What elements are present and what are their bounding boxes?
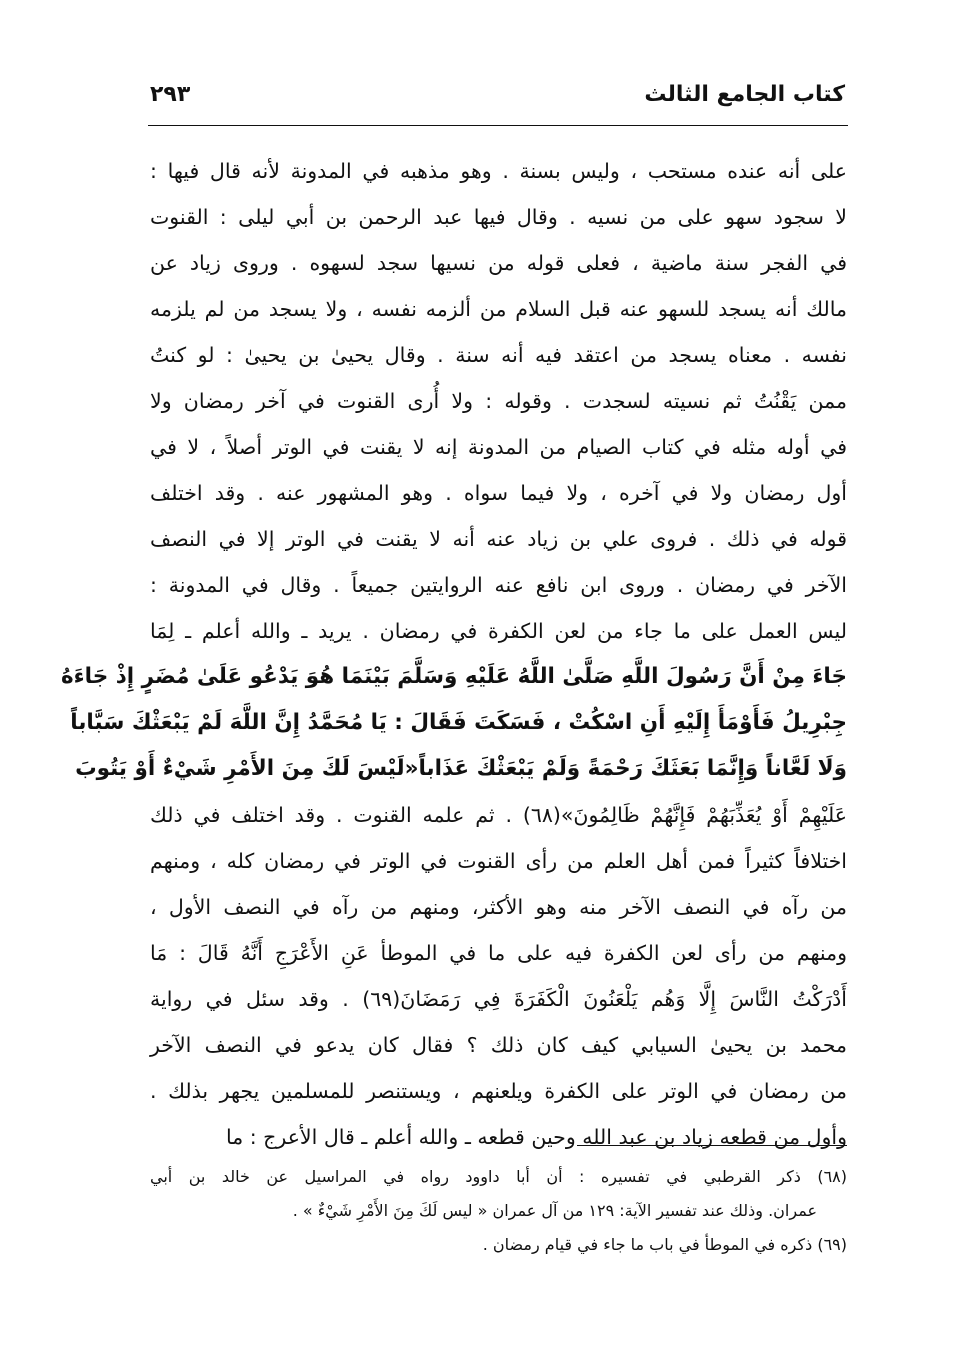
- text-line: عَلَيْهِمْ أَوْ يُعَذِّبَهُمْ فَإِنَّهُمْ ظَالِمُونَ»(٦٨) . ثم علمه القنوت . وقد اختلف في ذلك: [150, 803, 847, 827]
- text-line: نفسه . معناه يسجد من اعتقد فيه أنه سنة . وقال يحيىٰ بن يحيىٰ : لو كنتُ: [150, 343, 847, 367]
- text-line: لا سجود سهو على من نسيه . وقال فيها عبد الرحمن بن أبي ليلى : القنوت: [150, 205, 847, 229]
- text-line: مالك أنه يسجد للسهو عنه قبل السلام من ألزمه نفسه ، ولا يسجد من لم يلزمه: [150, 297, 847, 321]
- running-title: كتاب الجامع الثالث: [644, 82, 845, 107]
- text-line: أول رمضان ولا في آخره ، ولا فيما سواه . وهو المشهور عنه . وقد اختلف: [150, 481, 847, 505]
- hadith-line: جِبْرِيلُ فَأَوْمَأَ إِلَيْهِ أَنِ اسْكُتْ ، فَسَكَتَ فَقَالَ : يَا مُحَمَّدُ إِنَّ اللَّهَ لَمْ يَبْعَثْكَ سَبَّاباً: [70, 710, 847, 735]
- hadith-line: وَلَا لَعَّاناً وَإِنَّمَا بَعَثَكَ رَحْمَةً وَلَمْ يَبْعَثْكَ عَذَاباً«لَيْسَ لَكَ مِنَ الأَمْرِ شَيْءٌ أَوْ يَتُوبَ: [75, 756, 847, 781]
- text-line: من رآه في النصف الآخر منه وهو الأكثر، ومنهم من رآه في النصف الأول ،: [150, 895, 847, 919]
- footnote-68-continued: عمران. وذلك عند تفسير الآية: ١٢٩ من آل عمران « ليس لَكَ مِنَ الأَمْرِ شَيْءٌ » .: [292, 1201, 817, 1220]
- page-number: ٢٩٣: [150, 82, 191, 107]
- text-line: على أنه عنده مستحب ، وليس بسنة . وهو مذهبه في المدونة لأنه قال فيها :: [150, 159, 847, 183]
- text-line: وأول من قطعه زياد بن عبد الله وحين قطعه ـ والله أعلم ـ قال الأعرج : ما: [225, 1125, 847, 1149]
- text-line: محمد بن يحيىٰ السيابي كيف كان ذلك ؟ فقال كان يدعو في النصف الآخر: [150, 1033, 847, 1057]
- footnote-69: (٦٩) ذكره في الموطأ في باب ما جاء في قيام رمضان .: [482, 1235, 847, 1254]
- text-line: اختلافاً كثيراً فمن أهل العلم من رأى القنوت في الوتر في رمضان كله ، ومنهم: [150, 849, 847, 873]
- header-divider: [148, 125, 848, 126]
- main-text: [60, 148, 847, 1160]
- text-line: الآخر في رمضان . وروى ابن نافع عنه الروايتين جميعاً . وقال في المدونة :: [150, 573, 847, 597]
- text-line: في أوله مثله في كتاب الصيام من المدونة إنه لا يقنت في الوتر أصلاً ، لا في: [150, 435, 847, 459]
- text-line: في الفجر سنة ماضية ، فعلى قوله من نسيها سجد لسهوه . وروى زياد عن: [150, 251, 847, 275]
- hadith-line: جَاءَ مِنْ أَنَّ رَسُولَ اللَّهِ صَلَّىٰ اللَّهُ عَلَيْهِ وَسَلَّمَ بَيْنَمَا هُوَ يَدْعُو عَلَىٰ مُضَرٍ إِذْ جَاءَهُ: [60, 664, 847, 689]
- text-line: قوله في ذلك . فروى علي بن زياد عنه أنه لا يقنت في الوتر إلا في النصف: [150, 527, 847, 551]
- footnotes: [150, 1160, 847, 1262]
- text-line: ليس العمل على ما جاء من لعن الكفرة في رمضان . يريد ـ والله أعلم ـ لِمَا: [150, 619, 847, 643]
- footnote-divider: [577, 1145, 847, 1146]
- page-header: [150, 82, 845, 118]
- text-line: ومنهم من رأى لعن الكفرة فيه على ما في الموطأ عَنِ الأَعْرَجِ أَنَّهُ قَالَ : مَا: [150, 941, 847, 965]
- text-line: أَدْرَكْتُ النَّاسَ إِلَّا وَهُم يَلْعَنُونَ الْكَفَرَةَ فِي رَمَضَانَ(٦٩) . وقد سئل في رواية: [150, 987, 847, 1011]
- text-line: من رمضان في الوتر على الكفرة ويلعنهم ، ويستنصر للمسلمين يجهر بذلك .: [150, 1079, 847, 1103]
- text-line: ممن يَقْنُتُ ثم نسيته لسجدت . وقوله : ولا أُرى القنوت في آخر رمضان ولا: [150, 389, 847, 413]
- footnote-68: (٦٨) ذكر القرطبي في تفسيره : أن أبا داوود رواه في المراسيل عن خالد بن أبي: [150, 1167, 847, 1186]
